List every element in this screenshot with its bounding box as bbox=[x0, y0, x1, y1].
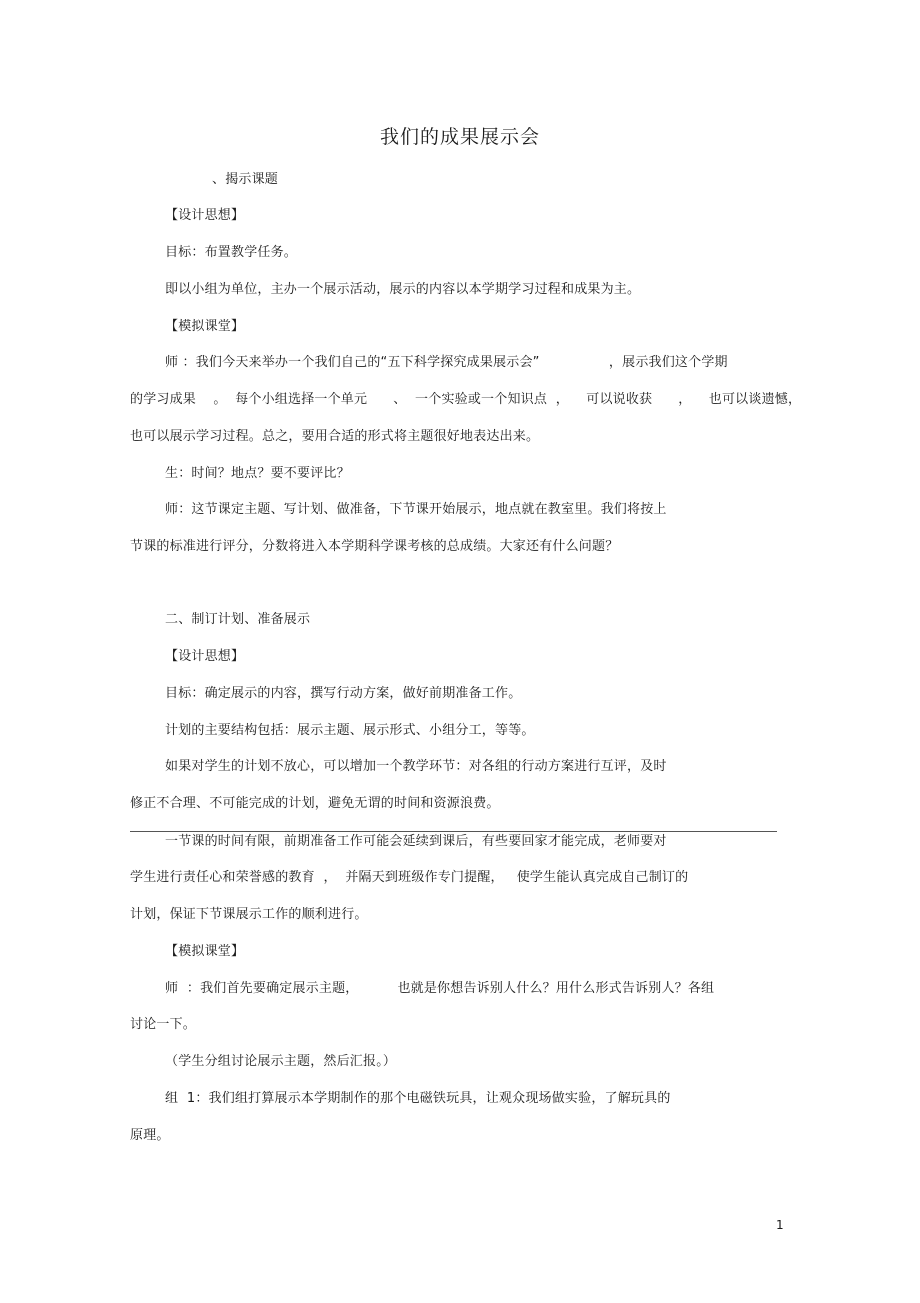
paragraph-line: 师：这节课定主题、写计划、做准备，下节课开始展示，地点就在教室里。我们将按上 bbox=[165, 502, 667, 517]
document-title: 我们的成果展示会 bbox=[379, 126, 540, 148]
paragraph-line: 计划的主要结构包括：展示主题、展示形式、小组分工，等等。 bbox=[165, 723, 535, 738]
design-idea-heading: 【设计思想】 bbox=[165, 208, 245, 223]
paragraph-line: 目标：确定展示的内容，撰写行动方案，做好前期准备工作。 bbox=[165, 686, 522, 701]
paragraph-line: 师 ：我们今天来举办一个我们自己的“五下科学探究成果展示会” ，展示我们这个学期 bbox=[165, 355, 728, 370]
paragraph-line: 修正不合理、不可能完成的计划，避免无谓的时间和资源浪费。 bbox=[130, 796, 500, 811]
paragraph-line: （学生分组讨论展示主题，然后汇报。） bbox=[165, 1054, 397, 1069]
paragraph-line: 一节课的时间有限，前期准备工作可能会延续到课后，有些要回家才能完成，老师要对 bbox=[165, 834, 667, 849]
paragraph-line: 组 1：我们组打算展示本学期制作的那个电磁铁玩具，让观众现场做实验，了解玩具的 bbox=[165, 1091, 671, 1106]
mock-class-heading: 【模拟课堂】 bbox=[165, 319, 245, 334]
paragraph-line: 节课的标准进行评分，分数将进入本学期科学课考核的总成绩。大家还有什么问题？ bbox=[130, 539, 619, 554]
design-idea-heading: 【设计思想】 bbox=[165, 649, 245, 664]
section-heading: 二、制订计划、准备展示 bbox=[165, 612, 311, 627]
paragraph-line: 生：时间？地点？要不要评比？ bbox=[165, 466, 350, 481]
paragraph-line: 讨论一下。 bbox=[130, 1017, 197, 1032]
paragraph-line: 的学习成果 。 每个小组选择一个单元 、 一个实验或一个知识点 ， 可以说收获 ， 也可以谈遗憾， bbox=[130, 392, 802, 407]
mock-class-heading: 【模拟课堂】 bbox=[165, 944, 245, 959]
paragraph-line: 计划，保证下节课展示工作的顺利进行。 bbox=[130, 907, 368, 922]
paragraph-line: 师 ：我们首先要确定展示主题， 也就是你想告诉别人什么？用什么形式告诉别人？各组 bbox=[165, 981, 715, 996]
paragraph-line: 学生进行责任心和荣誉感的教育 ， 并隔天到班级作专门提醒， 使学生能认真完成自己制订的 bbox=[130, 870, 689, 885]
page-number: 1 bbox=[776, 1218, 784, 1232]
paragraph-line: 目标：布置教学任务。 bbox=[165, 245, 298, 260]
horizontal-divider bbox=[130, 831, 777, 832]
paragraph-line: 即以小组为单位，主办一个展示活动，展示的内容以本学期学习过程和成果为主。 bbox=[165, 282, 641, 297]
section-heading: 、揭示课题 bbox=[212, 172, 279, 187]
paragraph-line: 也可以展示学习过程。总之，要用合适的形式将主题很好地表达出来。 bbox=[130, 429, 540, 444]
paragraph-line: 如果对学生的计划不放心，可以增加一个教学环节：对各组的行动方案进行互评，及时 bbox=[165, 759, 667, 774]
paragraph-line: 原理。 bbox=[130, 1128, 170, 1143]
